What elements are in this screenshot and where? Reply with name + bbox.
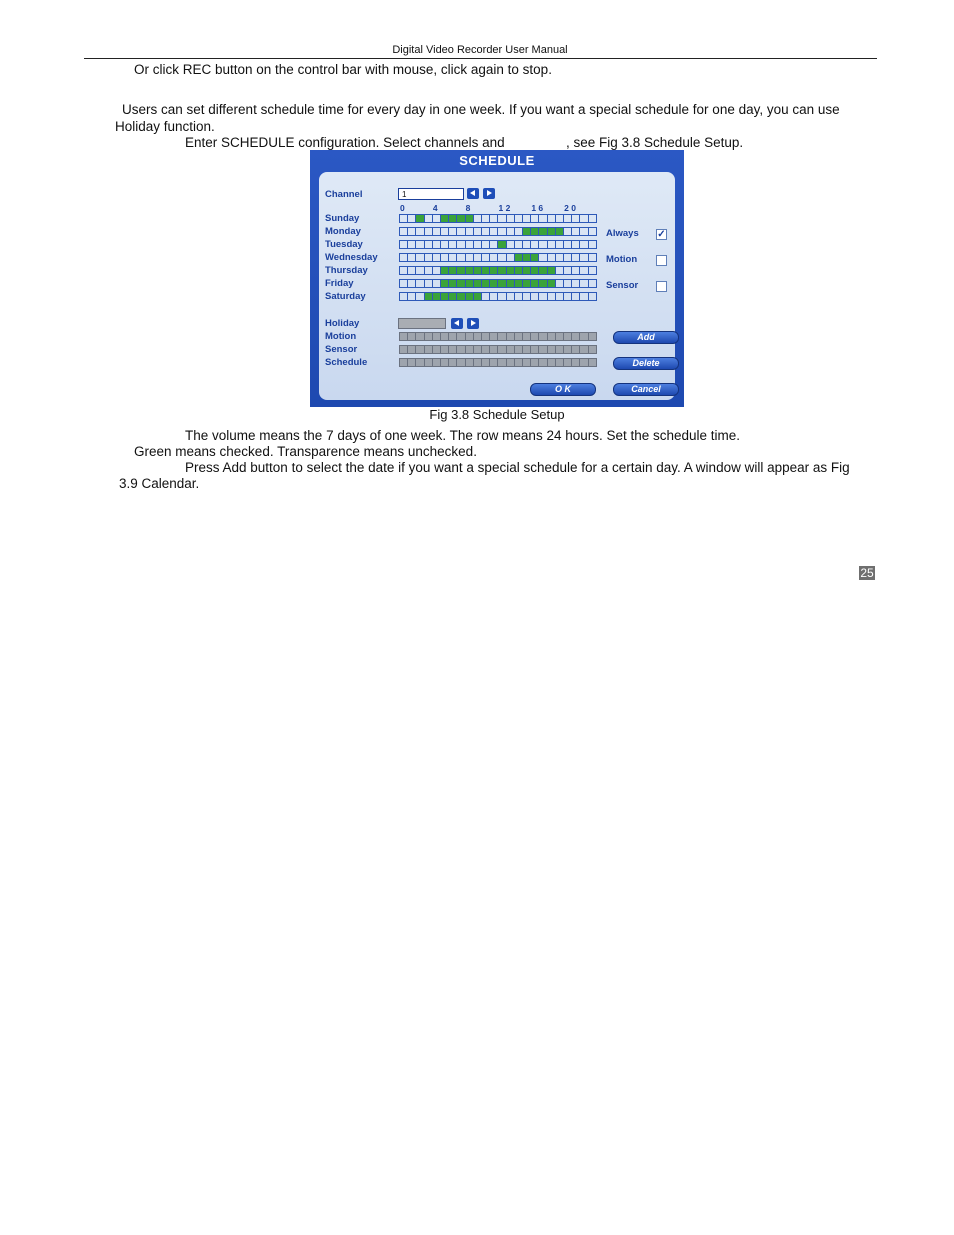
day-row: [399, 227, 596, 236]
holiday-row-label: Holiday: [325, 318, 360, 329]
header-rule: [84, 58, 877, 59]
schedule-dialog-figure: [310, 150, 684, 407]
paragraph-holiday: Holiday function.: [115, 119, 215, 134]
option-label: Sensor: [606, 280, 639, 291]
cancel-button[interactable]: Cancel: [613, 383, 679, 396]
day-row: [399, 214, 596, 223]
hour-cell[interactable]: [588, 227, 597, 236]
hour-cell[interactable]: [588, 214, 597, 223]
paragraph-enter-schedule: Enter SCHEDULE configuration. Select channels and: [185, 135, 505, 150]
hour-cell[interactable]: [588, 345, 597, 354]
hour-cell[interactable]: [588, 253, 597, 262]
paragraph-rec-stop: Or click REC button on the control bar with mouse, click again to stop.: [134, 62, 552, 77]
paragraph-schedule-intro: Users can set different schedule time for every day in one week. If you want a special schedule for one day, you can use: [122, 102, 840, 117]
day-row: [399, 292, 596, 301]
holiday-next-arrow-icon[interactable]: [467, 318, 479, 329]
day-row: [399, 240, 596, 249]
option-checkbox[interactable]: [656, 229, 667, 240]
day-row: [399, 253, 596, 262]
paragraph-green-checked: Green means checked. Transparence means unchecked.: [134, 444, 477, 459]
day-label: Saturday: [325, 291, 366, 302]
hour-cell[interactable]: [588, 266, 597, 275]
hour-cell[interactable]: [588, 358, 597, 367]
dialog-panel: [319, 172, 675, 400]
hour-cell[interactable]: [588, 332, 597, 341]
add-button[interactable]: Add: [613, 331, 679, 344]
option-label: Motion: [606, 254, 638, 265]
channel-input[interactable]: 1: [398, 188, 464, 200]
hour-label: 4: [432, 203, 438, 213]
holiday-row-label: Sensor: [325, 344, 358, 355]
checkmark-icon: ✓: [657, 229, 666, 240]
holiday-row: [399, 345, 596, 354]
day-label: Friday: [325, 278, 354, 289]
day-row: [399, 279, 596, 288]
ok-button[interactable]: O K: [530, 383, 596, 396]
day-label: Monday: [325, 226, 361, 237]
holiday-row-label: Motion: [325, 331, 357, 342]
running-header: Digital Video Recorder User Manual: [392, 44, 568, 56]
figure-caption: Fig 3.8 Schedule Setup: [429, 407, 565, 422]
day-label: Thursday: [325, 265, 368, 276]
day-label: Sunday: [325, 213, 360, 224]
channel-next-arrow-icon[interactable]: [483, 188, 495, 199]
hour-label: 1 2: [498, 203, 511, 213]
hour-label: 1 6: [531, 203, 544, 213]
day-label: Tuesday: [325, 239, 363, 250]
option-label: Always: [606, 228, 639, 239]
holiday-date-box: [398, 318, 446, 329]
paragraph-volume-rows: The volume means the 7 days of one week. The row means 24 hours. Set the schedule time.: [185, 428, 741, 443]
delete-button[interactable]: Delete: [613, 357, 679, 370]
hour-label: 2 0: [564, 203, 576, 213]
paragraph-press-add: Press Add button to select the date if you want a special schedule for a certain day. A window will appear as Fig: [185, 460, 850, 475]
hour-cell[interactable]: [588, 240, 597, 249]
hour-label: 0: [400, 203, 405, 213]
dialog-title: SCHEDULE: [459, 153, 535, 168]
holiday-row: [399, 332, 596, 341]
paragraph-calendar: 3.9 Calendar.: [119, 476, 200, 491]
holiday-row-label: Schedule: [325, 357, 368, 368]
holiday-prev-arrow-icon[interactable]: [451, 318, 463, 329]
day-label: Wednesday: [325, 252, 378, 263]
day-row: [399, 266, 596, 275]
option-checkbox[interactable]: [656, 255, 667, 266]
hour-cell[interactable]: [588, 292, 597, 301]
channel-label: Channel: [325, 189, 363, 200]
hour-label: 8: [465, 203, 471, 213]
holiday-row: [399, 358, 596, 367]
hour-cell[interactable]: [588, 279, 597, 288]
option-checkbox[interactable]: [656, 281, 667, 292]
page-number: 25: [860, 566, 874, 580]
channel-prev-arrow-icon[interactable]: [467, 188, 479, 199]
paragraph-see-fig: , see Fig 3.8 Schedule Setup.: [566, 135, 744, 150]
